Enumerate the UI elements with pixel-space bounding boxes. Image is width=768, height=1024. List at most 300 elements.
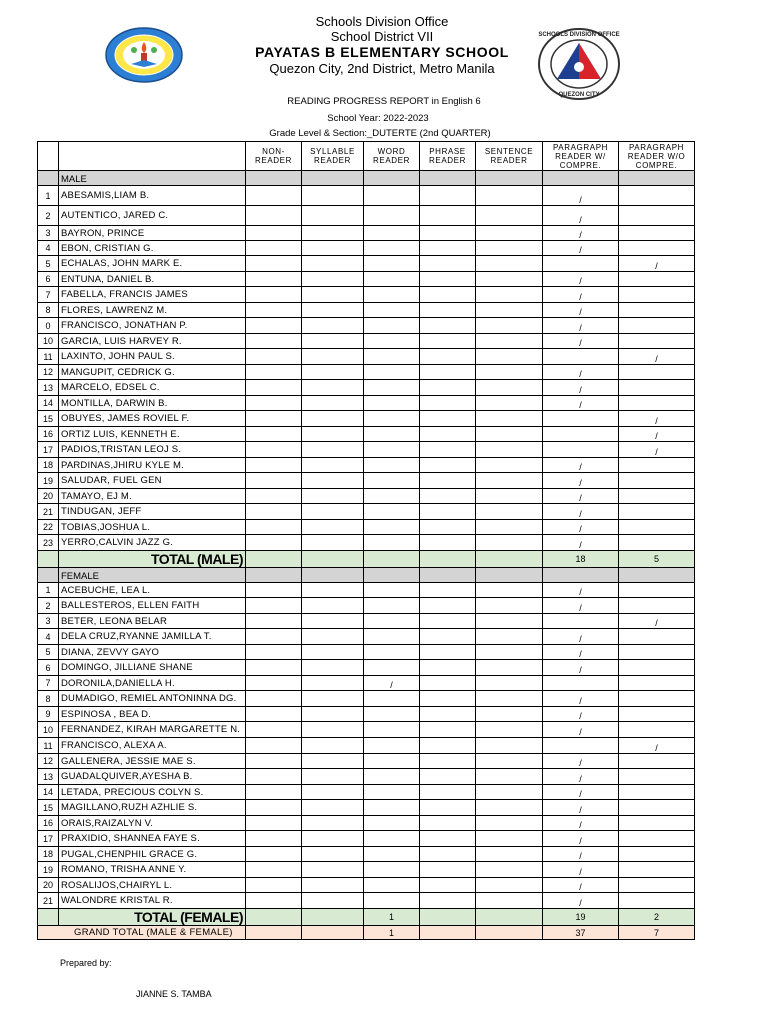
school-header bbox=[0, 14, 768, 77]
reading-level-mark: / bbox=[619, 256, 695, 272]
reading-level-mark bbox=[476, 303, 543, 318]
reading-level-mark bbox=[246, 847, 302, 862]
row-number: 17 bbox=[38, 442, 59, 458]
reading-level-mark: / bbox=[619, 411, 695, 427]
teacher-name: JIANNE S. TAMBA bbox=[136, 989, 212, 999]
reading-level-mark bbox=[246, 349, 302, 365]
row-number: 0 bbox=[38, 318, 59, 334]
reading-level-mark: / bbox=[543, 629, 619, 645]
reading-level-mark bbox=[302, 862, 364, 878]
reading-level-mark bbox=[246, 186, 302, 206]
reading-level-mark bbox=[364, 862, 420, 878]
reading-level-mark: / bbox=[543, 598, 619, 614]
reading-level-mark bbox=[420, 489, 476, 504]
reading-level-mark bbox=[476, 427, 543, 442]
reading-level-mark: / bbox=[543, 583, 619, 598]
reading-level-mark bbox=[420, 206, 476, 226]
division-office-line: Schools Division Office bbox=[315, 14, 449, 29]
reading-level-mark bbox=[619, 629, 695, 645]
reading-level-mark bbox=[302, 287, 364, 303]
reading-level-mark bbox=[619, 303, 695, 318]
table-row bbox=[38, 535, 695, 551]
student-name: GALLENERA, JESSIE MAE S. bbox=[59, 754, 246, 769]
row-number: 3 bbox=[38, 614, 59, 629]
reading-level-mark bbox=[364, 785, 420, 800]
student-name: PARDINAS,JHIRU KYLE M. bbox=[59, 458, 246, 473]
table-row bbox=[38, 878, 695, 893]
reading-level-mark bbox=[246, 862, 302, 878]
student-name: MAGILLANO,RUZH AZHLIE S. bbox=[59, 800, 246, 816]
row-number: 7 bbox=[38, 676, 59, 691]
grand-total-value: 37 bbox=[543, 926, 619, 940]
reading-level-mark bbox=[476, 738, 543, 754]
reading-level-mark bbox=[302, 738, 364, 754]
reading-level-mark bbox=[420, 707, 476, 722]
female-total-row bbox=[38, 909, 695, 926]
reading-level-mark bbox=[246, 365, 302, 380]
reading-level-mark bbox=[420, 318, 476, 334]
reading-level-mark bbox=[302, 272, 364, 287]
reading-level-mark bbox=[364, 186, 420, 206]
svg-text:SCHOOLS DIVISION OFFICE: SCHOOLS DIVISION OFFICE bbox=[538, 32, 620, 38]
reading-level-mark bbox=[543, 427, 619, 442]
reading-level-mark: / bbox=[543, 816, 619, 831]
section-empty-cell bbox=[302, 568, 364, 583]
row-number: 12 bbox=[38, 365, 59, 380]
reading-level-mark bbox=[364, 816, 420, 831]
student-name: ROSALIJOS,CHAIRYL L. bbox=[59, 878, 246, 893]
section-empty-cell bbox=[543, 568, 619, 583]
reading-level-mark: / bbox=[619, 442, 695, 458]
total-value bbox=[476, 551, 543, 568]
student-name: PUGAL,CHENPHIL GRACE G. bbox=[59, 847, 246, 862]
reading-level-mark: / bbox=[543, 878, 619, 893]
reading-level-mark bbox=[420, 427, 476, 442]
row-number: 3 bbox=[38, 226, 59, 241]
reading-level-mark bbox=[364, 349, 420, 365]
row-number: 1 bbox=[38, 583, 59, 598]
reading-level-mark bbox=[246, 676, 302, 691]
table-row bbox=[38, 831, 695, 847]
table-row bbox=[38, 489, 695, 504]
reading-level-mark bbox=[246, 816, 302, 831]
row-number: 18 bbox=[38, 847, 59, 862]
reading-level-mark bbox=[619, 785, 695, 800]
report-title: READING PROGRESS REPORT in English 6 bbox=[287, 96, 481, 107]
reading-level-mark bbox=[302, 893, 364, 909]
reading-level-mark bbox=[476, 831, 543, 847]
reading-level-mark bbox=[476, 411, 543, 427]
reading-level-mark bbox=[246, 272, 302, 287]
student-name: SALUDAR, FUEL GEN bbox=[59, 473, 246, 489]
reading-level-mark bbox=[302, 186, 364, 206]
reading-level-mark bbox=[246, 334, 302, 349]
reading-level-mark: / bbox=[543, 226, 619, 241]
student-name: GARCIA, LUIS HARVEY R. bbox=[59, 334, 246, 349]
reading-level-mark bbox=[246, 535, 302, 551]
grand-total-value bbox=[420, 926, 476, 940]
reading-level-mark bbox=[302, 878, 364, 893]
reading-level-mark bbox=[543, 442, 619, 458]
table-row bbox=[38, 256, 695, 272]
table-row bbox=[38, 458, 695, 473]
reading-level-mark bbox=[302, 241, 364, 256]
reading-level-mark bbox=[420, 520, 476, 535]
column-header: SYLLABLE READER bbox=[302, 142, 364, 171]
row-number: 23 bbox=[38, 535, 59, 551]
table-row bbox=[38, 707, 695, 722]
reading-level-mark bbox=[420, 226, 476, 241]
reading-level-mark: / bbox=[619, 738, 695, 754]
reading-level-mark bbox=[302, 458, 364, 473]
reading-level-mark bbox=[476, 489, 543, 504]
reading-level-mark bbox=[420, 800, 476, 816]
reading-level-mark bbox=[364, 489, 420, 504]
reading-level-mark bbox=[476, 287, 543, 303]
section-number-cell bbox=[38, 171, 59, 186]
student-name: TINDUGAN, JEFF bbox=[59, 504, 246, 520]
row-number: 4 bbox=[38, 241, 59, 256]
reading-level-mark bbox=[420, 287, 476, 303]
table-row bbox=[38, 318, 695, 334]
table-row bbox=[38, 520, 695, 535]
total-number-cell bbox=[38, 551, 59, 568]
reading-level-mark bbox=[302, 535, 364, 551]
reading-level-mark bbox=[476, 676, 543, 691]
reading-level-mark bbox=[302, 411, 364, 427]
row-number: 1 bbox=[38, 186, 59, 206]
table-row bbox=[38, 226, 695, 241]
table-row bbox=[38, 800, 695, 816]
reading-level-mark bbox=[302, 473, 364, 489]
reading-level-mark bbox=[619, 847, 695, 862]
student-name: AUTENTICO, JARED C. bbox=[59, 206, 246, 226]
reading-level-mark: / bbox=[543, 396, 619, 411]
row-number: 19 bbox=[38, 473, 59, 489]
reading-level-mark bbox=[619, 754, 695, 769]
prepared-by-label: Prepared by: bbox=[60, 958, 112, 968]
total-value bbox=[420, 551, 476, 568]
reading-level-mark bbox=[302, 800, 364, 816]
table-row bbox=[38, 629, 695, 645]
total-value: 18 bbox=[543, 551, 619, 568]
reading-level-mark: / bbox=[543, 691, 619, 707]
table-row bbox=[38, 287, 695, 303]
total-value: 2 bbox=[619, 909, 695, 926]
reading-level-mark bbox=[476, 520, 543, 535]
reading-level-mark: / bbox=[543, 754, 619, 769]
reading-level-mark bbox=[246, 458, 302, 473]
reading-level-mark bbox=[476, 318, 543, 334]
grand-total-row bbox=[38, 926, 695, 940]
table-row bbox=[38, 442, 695, 458]
reading-level-mark bbox=[364, 303, 420, 318]
reading-level-mark bbox=[246, 598, 302, 614]
reading-level-mark bbox=[302, 206, 364, 226]
reading-level-mark bbox=[364, 427, 420, 442]
row-number: 8 bbox=[38, 691, 59, 707]
column-header: NON-READER bbox=[246, 142, 302, 171]
reading-level-mark bbox=[246, 722, 302, 738]
row-number: 11 bbox=[38, 738, 59, 754]
reading-level-mark bbox=[476, 645, 543, 660]
table-row bbox=[38, 411, 695, 427]
student-name: FERNANDEZ, KIRAH MARGARETTE N. bbox=[59, 722, 246, 738]
reading-level-mark bbox=[619, 816, 695, 831]
reading-level-mark bbox=[246, 380, 302, 396]
student-name: LETADA, PRECIOUS COLYN S. bbox=[59, 785, 246, 800]
reading-level-mark bbox=[619, 769, 695, 785]
reading-level-mark bbox=[420, 442, 476, 458]
reading-level-mark bbox=[246, 893, 302, 909]
reading-level-mark bbox=[619, 458, 695, 473]
row-number: 13 bbox=[38, 380, 59, 396]
total-value bbox=[364, 551, 420, 568]
reading-level-mark bbox=[476, 598, 543, 614]
reading-level-mark bbox=[420, 878, 476, 893]
reading-level-mark bbox=[420, 722, 476, 738]
reading-level-mark bbox=[364, 598, 420, 614]
grand-total-value: 1 bbox=[364, 926, 420, 940]
reading-level-mark bbox=[246, 520, 302, 535]
reading-level-mark bbox=[476, 722, 543, 738]
grade-section: Grade Level & Section:_DUTERTE (2nd QUARTER) bbox=[269, 128, 491, 139]
student-name: MARCELO, EDSEL C. bbox=[59, 380, 246, 396]
reading-level-mark: / bbox=[543, 520, 619, 535]
reading-level-mark bbox=[302, 754, 364, 769]
reading-level-mark bbox=[420, 473, 476, 489]
reading-level-mark bbox=[420, 816, 476, 831]
reading-level-mark bbox=[246, 226, 302, 241]
reading-level-mark bbox=[364, 334, 420, 349]
reading-level-mark bbox=[246, 614, 302, 629]
reading-level-mark bbox=[476, 380, 543, 396]
reading-level-mark bbox=[420, 334, 476, 349]
reading-level-mark bbox=[476, 396, 543, 411]
reading-level-mark bbox=[302, 785, 364, 800]
table-row bbox=[38, 583, 695, 598]
column-header: PHRASE READER bbox=[420, 142, 476, 171]
reading-level-mark bbox=[476, 473, 543, 489]
student-name: ORTIZ LUIS, KENNETH E. bbox=[59, 427, 246, 442]
reading-level-mark: / bbox=[543, 707, 619, 722]
reading-level-mark bbox=[364, 458, 420, 473]
column-header: PARAGRAPH READER W/ COMPRE. bbox=[543, 142, 619, 171]
reading-level-mark bbox=[476, 442, 543, 458]
reading-level-mark bbox=[302, 598, 364, 614]
student-name: EBON, CRISTIAN G. bbox=[59, 241, 246, 256]
reading-level-mark: / bbox=[543, 769, 619, 785]
grand-total-label: GRAND TOTAL (MALE & FEMALE) bbox=[38, 926, 246, 940]
student-name: FRANCISCO, ALEXA A. bbox=[59, 738, 246, 754]
reading-level-mark bbox=[246, 583, 302, 598]
reading-level-mark bbox=[302, 583, 364, 598]
reading-level-mark bbox=[364, 365, 420, 380]
reading-level-mark bbox=[543, 676, 619, 691]
student-name: YERRO,CALVIN JAZZ G. bbox=[59, 535, 246, 551]
row-number: 15 bbox=[38, 411, 59, 427]
reading-level-mark bbox=[619, 707, 695, 722]
reading-level-mark bbox=[543, 256, 619, 272]
reading-level-mark bbox=[420, 186, 476, 206]
reading-level-mark bbox=[476, 847, 543, 862]
total-value: 5 bbox=[619, 551, 695, 568]
reading-level-mark bbox=[246, 800, 302, 816]
reading-level-mark bbox=[420, 614, 476, 629]
table-row bbox=[38, 396, 695, 411]
reading-level-mark bbox=[619, 473, 695, 489]
reading-level-mark: / bbox=[543, 318, 619, 334]
reading-level-mark bbox=[364, 241, 420, 256]
total-value: 1 bbox=[364, 909, 420, 926]
reading-level-mark bbox=[543, 738, 619, 754]
section-empty-cell bbox=[364, 568, 420, 583]
reading-level-mark bbox=[364, 256, 420, 272]
student-name: BAYRON, PRINCE bbox=[59, 226, 246, 241]
student-name: TOBIAS,JOSHUA L. bbox=[59, 520, 246, 535]
table-row bbox=[38, 769, 695, 785]
reading-level-mark bbox=[619, 380, 695, 396]
reading-level-mark bbox=[246, 411, 302, 427]
reading-level-mark bbox=[364, 520, 420, 535]
reading-level-mark: / bbox=[543, 645, 619, 660]
reading-level-mark: / bbox=[543, 535, 619, 551]
reading-level-mark bbox=[619, 676, 695, 691]
table-row bbox=[38, 303, 695, 318]
grand-total-value bbox=[476, 926, 543, 940]
reading-level-mark bbox=[619, 520, 695, 535]
reading-level-mark bbox=[619, 272, 695, 287]
reading-level-mark bbox=[364, 206, 420, 226]
student-name: GUADALQUIVER,AYESHA B. bbox=[59, 769, 246, 785]
reading-level-mark bbox=[619, 318, 695, 334]
row-number: 16 bbox=[38, 816, 59, 831]
female-section-row bbox=[38, 568, 695, 583]
row-number: 13 bbox=[38, 769, 59, 785]
reading-level-mark bbox=[420, 272, 476, 287]
reading-level-mark bbox=[246, 769, 302, 785]
reading-level-mark bbox=[364, 380, 420, 396]
reading-level-mark: / bbox=[543, 660, 619, 676]
row-number: 20 bbox=[38, 878, 59, 893]
reading-level-mark bbox=[302, 629, 364, 645]
reading-level-mark: / bbox=[543, 365, 619, 380]
reading-level-mark bbox=[619, 241, 695, 256]
reading-level-mark bbox=[364, 769, 420, 785]
column-header: PARAGRAPH READER W/O COMPRE. bbox=[619, 142, 695, 171]
reading-level-mark bbox=[476, 272, 543, 287]
row-number: 15 bbox=[38, 800, 59, 816]
total-value bbox=[246, 551, 302, 568]
reading-level-mark bbox=[302, 816, 364, 831]
student-name: FABELLA, FRANCIS JAMES bbox=[59, 287, 246, 303]
grand-total-value bbox=[246, 926, 302, 940]
reading-level-mark bbox=[364, 722, 420, 738]
reading-level-mark bbox=[246, 427, 302, 442]
student-name: TAMAYO, EJ M. bbox=[59, 489, 246, 504]
row-number: 22 bbox=[38, 520, 59, 535]
section-empty-cell bbox=[476, 171, 543, 186]
student-name: ABESAMIS,LIAM B. bbox=[59, 186, 246, 206]
student-name: DOMINGO, JILLIANE SHANE bbox=[59, 660, 246, 676]
student-name: DIANA, ZEVVY GAYO bbox=[59, 645, 246, 660]
section-empty-cell bbox=[476, 568, 543, 583]
table-row bbox=[38, 380, 695, 396]
reading-level-mark bbox=[476, 504, 543, 520]
reading-level-mark bbox=[420, 629, 476, 645]
reading-level-mark bbox=[476, 800, 543, 816]
reading-level-mark bbox=[420, 785, 476, 800]
reading-level-mark bbox=[543, 411, 619, 427]
student-name: PRAXIDIO, SHANNEA FAYE S. bbox=[59, 831, 246, 847]
reading-level-mark bbox=[246, 785, 302, 800]
reading-level-mark bbox=[246, 645, 302, 660]
reading-level-mark bbox=[364, 442, 420, 458]
reading-level-mark bbox=[364, 287, 420, 303]
reading-level-mark: / bbox=[619, 614, 695, 629]
student-name: ORAIS,RAIZALYN V. bbox=[59, 816, 246, 831]
reading-level-mark: / bbox=[543, 489, 619, 504]
student-name: DELA CRUZ,RYANNE JAMILLA T. bbox=[59, 629, 246, 645]
header-number-cell bbox=[38, 142, 59, 171]
reading-level-mark bbox=[302, 645, 364, 660]
reading-level-mark bbox=[364, 629, 420, 645]
reading-level-mark bbox=[302, 365, 364, 380]
total-value: 19 bbox=[543, 909, 619, 926]
section-empty-cell bbox=[543, 171, 619, 186]
total-value bbox=[302, 551, 364, 568]
reading-level-mark bbox=[246, 396, 302, 411]
reading-level-mark bbox=[420, 241, 476, 256]
reading-level-mark bbox=[619, 645, 695, 660]
row-number: 2 bbox=[38, 206, 59, 226]
reading-level-mark bbox=[543, 349, 619, 365]
reading-level-mark bbox=[364, 878, 420, 893]
reading-level-mark bbox=[364, 754, 420, 769]
table-row bbox=[38, 365, 695, 380]
reading-level-mark bbox=[302, 504, 364, 520]
student-name: LAXINTO, JOHN PAUL S. bbox=[59, 349, 246, 365]
reading-level-mark: / bbox=[543, 380, 619, 396]
total-value bbox=[420, 909, 476, 926]
reading-level-mark bbox=[476, 186, 543, 206]
reading-level-mark bbox=[302, 396, 364, 411]
reading-level-mark bbox=[364, 583, 420, 598]
table-row bbox=[38, 598, 695, 614]
row-number: 18 bbox=[38, 458, 59, 473]
reading-level-mark bbox=[364, 318, 420, 334]
row-number: 14 bbox=[38, 396, 59, 411]
reading-level-mark bbox=[619, 800, 695, 816]
reading-level-mark bbox=[364, 473, 420, 489]
row-number: 21 bbox=[38, 893, 59, 909]
reading-level-mark bbox=[246, 206, 302, 226]
reading-level-mark bbox=[246, 738, 302, 754]
table-row bbox=[38, 504, 695, 520]
reading-level-mark: / bbox=[543, 473, 619, 489]
reading-level-mark bbox=[619, 583, 695, 598]
row-number: 8 bbox=[38, 303, 59, 318]
reading-level-mark bbox=[619, 334, 695, 349]
reading-level-mark bbox=[302, 769, 364, 785]
table-row bbox=[38, 473, 695, 489]
total-value bbox=[246, 909, 302, 926]
male-total-label: TOTAL (MALE) bbox=[59, 551, 246, 568]
reading-level-mark: / bbox=[543, 303, 619, 318]
reading-level-mark bbox=[420, 598, 476, 614]
student-name: ACEBUCHE, LEA L. bbox=[59, 583, 246, 598]
grand-total-value: 7 bbox=[619, 926, 695, 940]
